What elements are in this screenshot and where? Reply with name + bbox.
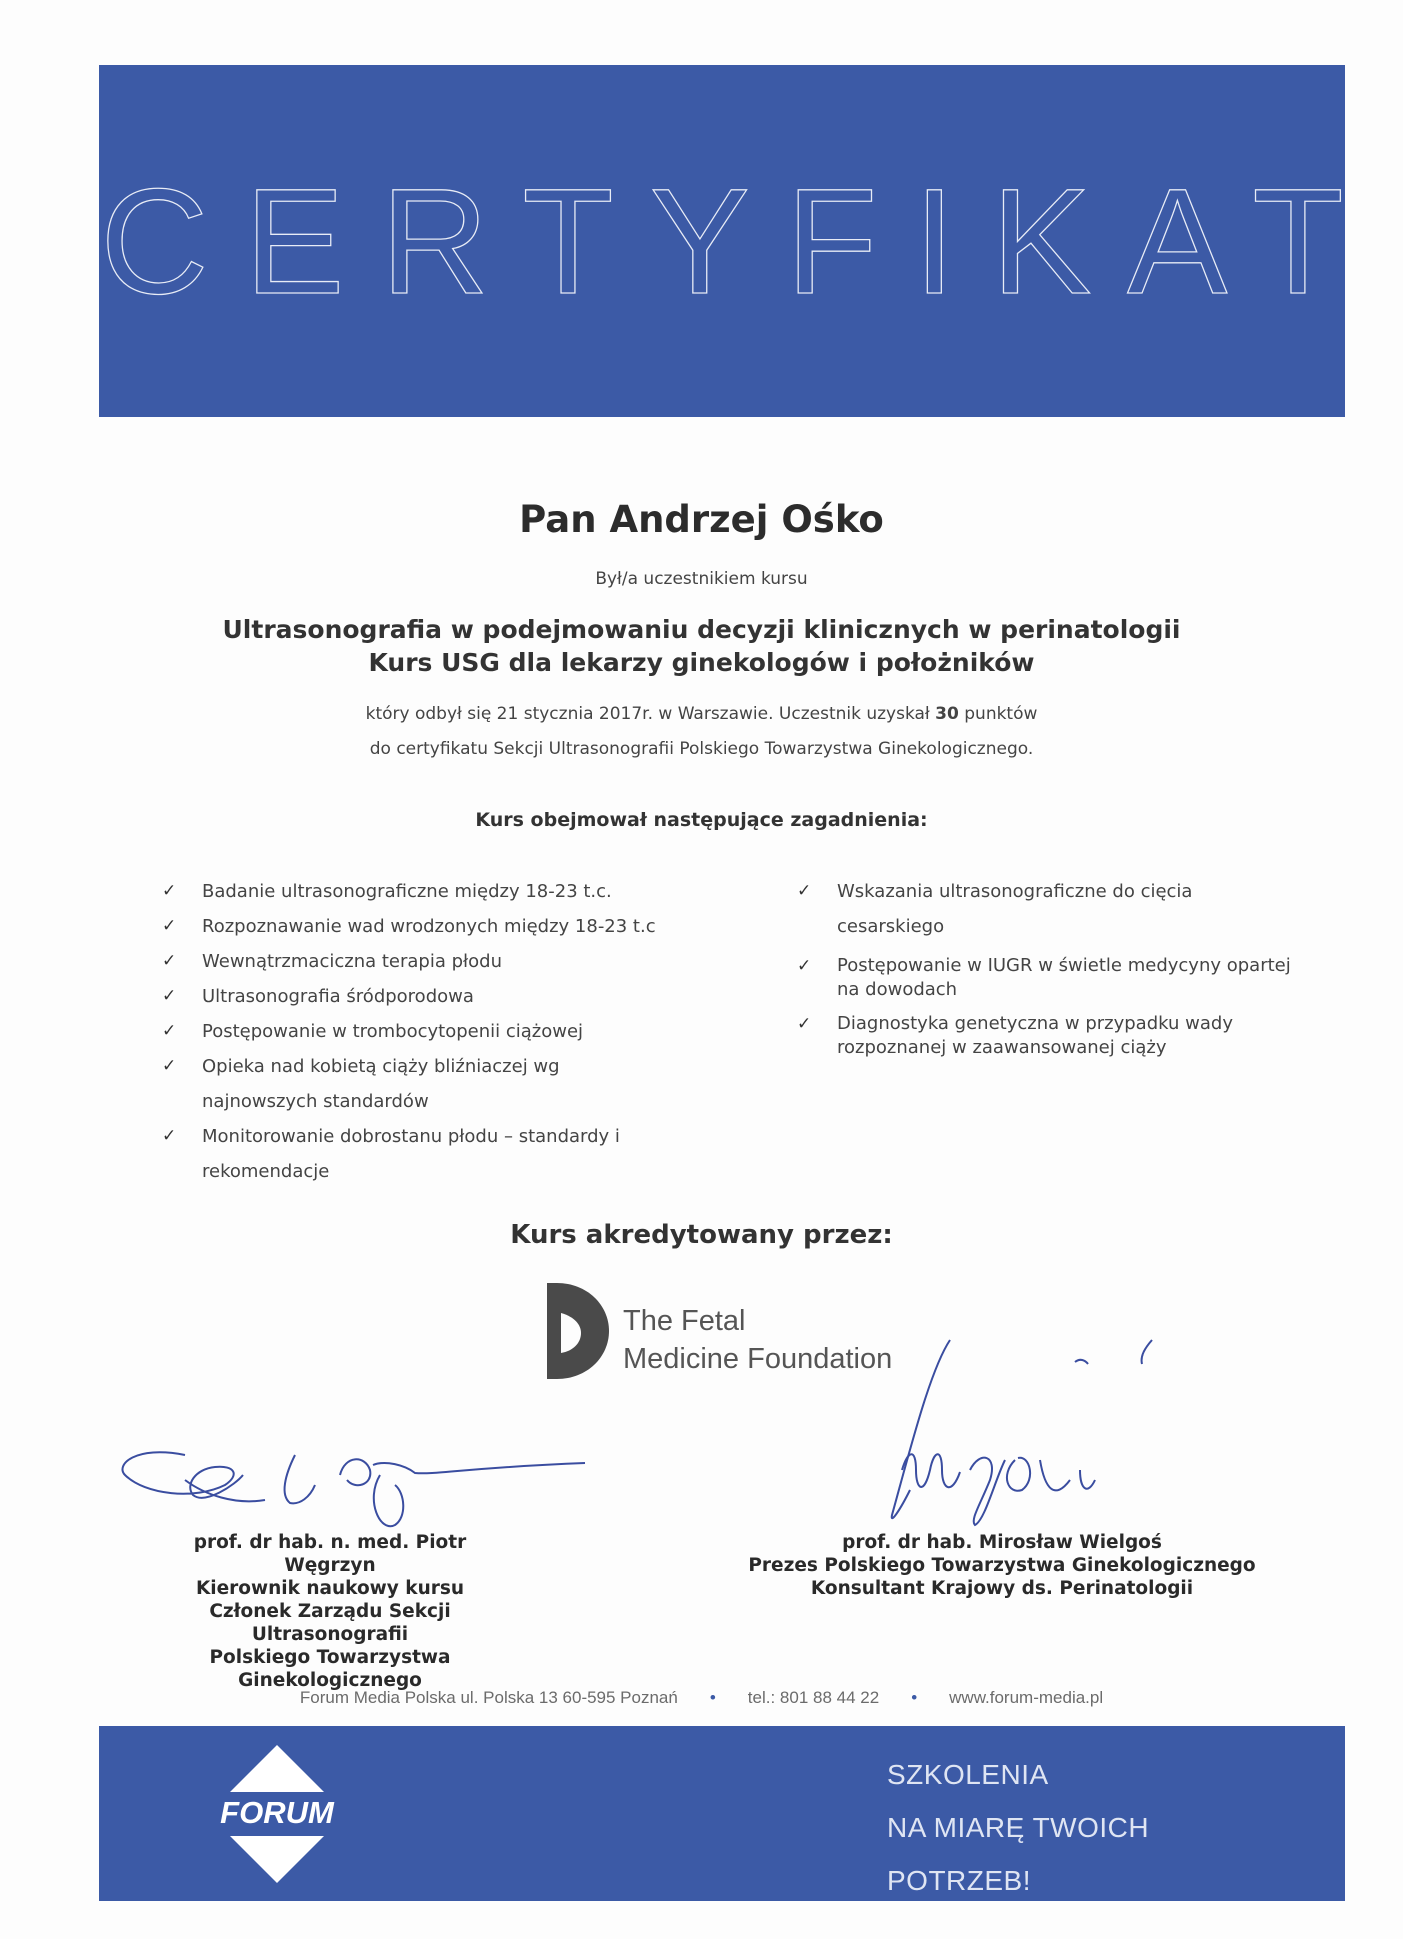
topics-list-left	[162, 874, 722, 1189]
checkmark-icon: ✓	[162, 1126, 177, 1146]
footer-website[interactable]: www.forum-media.pl	[949, 1688, 1104, 1707]
accreditation-heading: Kurs akredytowany przez:	[510, 1220, 893, 1250]
recipient-name: Pan Andrzej Ośko	[519, 498, 884, 541]
checkmark-icon: ✓	[162, 1021, 177, 1041]
header-banner	[99, 65, 1380, 417]
topic-text: rekomendacje	[202, 1161, 330, 1182]
signatory-left-name: prof. dr hab. n. med. Piotr Węgrzyn	[193, 1532, 467, 1576]
topic-text: Postępowanie w IUGR w świetle medycyny opartej	[837, 955, 1291, 976]
topic-item	[797, 954, 1337, 1002]
signatory-left-role-3: Polskiego Towarzystwa Ginekologicznego	[209, 1647, 451, 1691]
footer-phone: tel.: 801 88 44 22	[747, 1688, 880, 1707]
topic-item	[162, 944, 722, 979]
topic-item	[797, 1012, 1337, 1060]
topic-text: na dowodach	[837, 979, 958, 1000]
participation-text: Był/a uczestnikiem kursu	[595, 569, 808, 589]
separator-dot-icon: •	[911, 1688, 918, 1707]
course-description-line1	[0, 704, 1403, 724]
topic-item	[162, 909, 722, 944]
footer-slogan	[887, 1748, 1149, 1907]
checkmark-icon: ✓	[162, 916, 177, 936]
logo-line-1: The Fetal	[623, 1305, 746, 1337]
topic-text: Ultrasonografia śródporodowa	[202, 986, 474, 1007]
topic-text: cesarskiego	[837, 916, 945, 937]
topic-text: Monitorowanie dobrostanu płodu – standardy i	[202, 1126, 620, 1147]
separator-dot-icon: •	[709, 1688, 716, 1707]
signatory-right-name: prof. dr hab. Mirosław Wielgoś	[842, 1532, 1162, 1553]
topic-text: rozpoznanej w zaawansowanej ciąży	[837, 1037, 1167, 1058]
checkmark-icon: ✓	[797, 956, 812, 976]
topic-item	[162, 874, 722, 909]
slogan-line-1: SZKOLENIA	[887, 1759, 1049, 1790]
topic-text: Diagnostyka genetyczna w przypadku wady	[837, 1013, 1233, 1034]
topic-text: Rozpoznawanie wad wrodzonych między 18-23 t.c	[202, 916, 656, 937]
signature-left-details	[150, 1531, 510, 1692]
signatory-left-role-2: Członek Zarządu Sekcji Ultrasonografii	[209, 1601, 451, 1645]
topic-text: najnowszych standardów	[202, 1091, 429, 1112]
topics-heading: Kurs obejmował następujące zagadnienia:	[475, 809, 928, 831]
points-value: 30	[935, 704, 959, 724]
fetal-medicine-foundation-logo-icon	[547, 1283, 609, 1379]
signatory-left-role-1: Kierownik naukowy kursu	[195, 1578, 465, 1599]
course-title: Ultrasonografia w podejmowaniu decyzji klinicznych w perinatologii	[222, 615, 1181, 644]
topic-text: Opieka nad kobietą ciąży bliźniaczej wg	[202, 1056, 560, 1077]
signature-right	[830, 1330, 1190, 1530]
topic-item	[162, 1014, 722, 1049]
checkmark-icon: ✓	[162, 1056, 177, 1076]
course-subtitle: Kurs USG dla lekarzy ginekologów i położników	[368, 648, 1035, 677]
checkmark-icon: ✓	[162, 881, 177, 901]
footer-address: Forum Media Polska ul. Polska 13 60-595 Poznań	[299, 1688, 678, 1707]
topic-item	[162, 979, 722, 1014]
topic-text: Postępowanie w trombocytopenii ciążowej	[202, 1021, 584, 1042]
topic-item	[162, 1049, 722, 1119]
description-text: który odbył się 21 stycznia 2017r. w Warszawie. Uczestnik uzyskał	[365, 704, 936, 724]
forum-logo-text: FORUM	[220, 1795, 334, 1830]
topic-text: Badanie ultrasonograficzne między 18-23 t.c.	[202, 881, 612, 902]
checkmark-icon: ✓	[162, 951, 177, 971]
topic-text: Wewnątrzmaciczna terapia płodu	[202, 951, 502, 972]
footer-contact-line	[0, 1688, 1403, 1708]
topic-item	[162, 1119, 722, 1189]
slogan-line-2: NA MIARĘ TWOICH	[887, 1812, 1150, 1843]
description-text-end: punktów	[958, 704, 1038, 724]
signature-left	[115, 1405, 595, 1535]
signature-right-details	[732, 1531, 1272, 1600]
signatory-right-role-2: Konsultant Krajowy ds. Perinatologii	[810, 1578, 1194, 1599]
slogan-line-3: POTRZEB!	[887, 1865, 1032, 1896]
topic-item	[797, 874, 1337, 944]
course-description-line2: do certyfikatu Sekcji Ultrasonografii Polskiego Towarzystwa Ginekologicznego.	[369, 739, 1034, 759]
certificate-title: CERTYFIKAT	[100, 156, 1380, 325]
checkmark-icon: ✓	[797, 1014, 812, 1034]
signatory-right-role-1: Prezes Polskiego Towarzystwa Ginekologicznego	[748, 1555, 1256, 1576]
checkmark-icon: ✓	[162, 986, 177, 1006]
topic-text: Wskazania ultrasonograficzne do cięcia	[837, 881, 1193, 902]
logo-line-2: Medicine Foundation	[623, 1343, 893, 1375]
topics-list-right	[797, 874, 1337, 1070]
checkmark-icon: ✓	[797, 881, 812, 901]
